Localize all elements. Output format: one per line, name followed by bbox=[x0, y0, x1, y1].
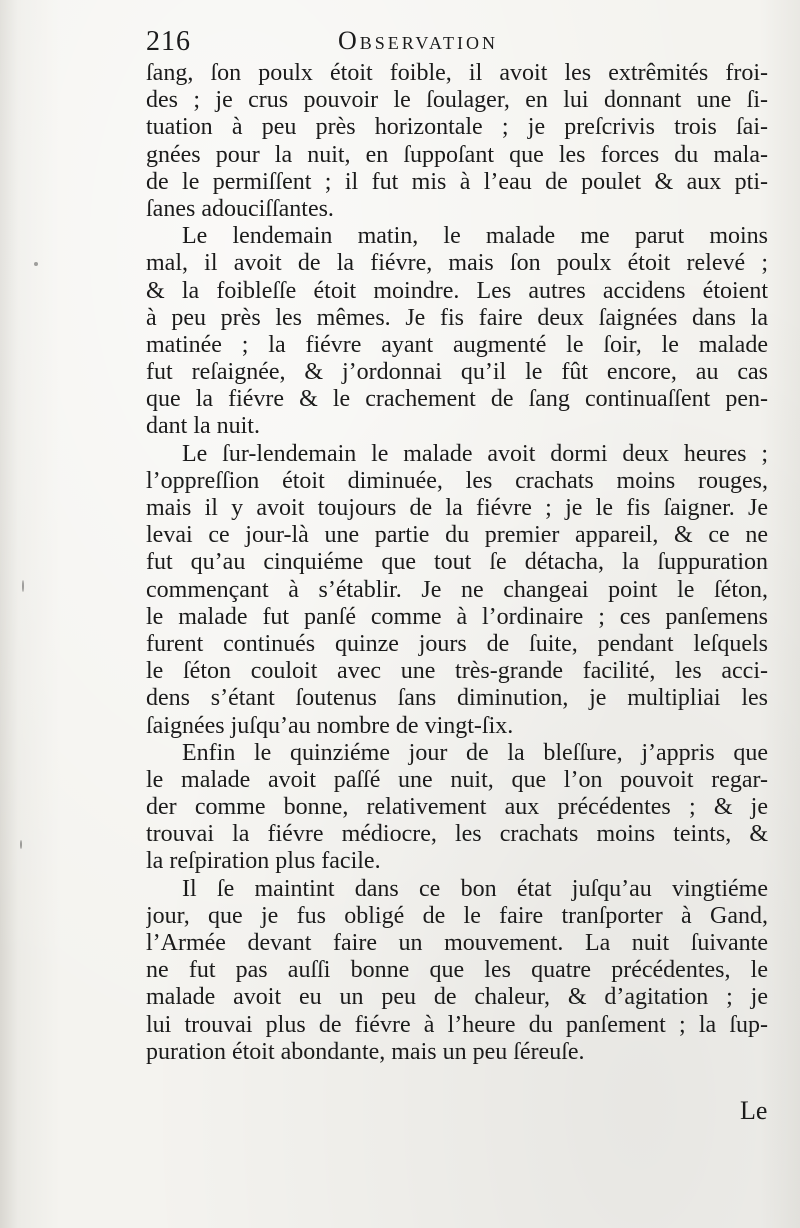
text-line: ſang, ſon poulx étoit foible, il avoit les extrêmités froi- bbox=[146, 60, 768, 86]
text-line: dant la nuit. bbox=[146, 413, 260, 440]
running-title: Observation bbox=[338, 26, 499, 55]
text-line: l’Armée devant faire un mouvement. La nuit ſuivante bbox=[146, 930, 768, 956]
text-line: Il ſe maintint dans ce bon état juſqu’au vingtiéme bbox=[182, 875, 768, 902]
text-line: puration étoit abondante, mais un peu ſéreuſe. bbox=[146, 1038, 585, 1065]
text-line: dens s’étant ſoutenus ſans diminution, je multipliai les bbox=[146, 685, 768, 712]
running-head bbox=[0, 24, 800, 64]
text-line: ſanes adouciſſantes. bbox=[146, 195, 334, 222]
text-line: que la fiévre & le crachement de ſang continuaſſent pen- bbox=[146, 386, 768, 413]
ink-speck bbox=[22, 580, 24, 592]
text-line: le malade avoit paſſé une nuit, que l’on pouvoit regar- bbox=[146, 766, 768, 793]
text-line: commençant à s’établir. Je ne changeai point le ſéton, bbox=[146, 576, 768, 603]
text-line: matinée ; la fiévre ayant augmenté le ſoir, le malade bbox=[146, 331, 768, 358]
text-line: le malade fut panſé comme à l’ordinaire ; ces panſemens bbox=[146, 603, 768, 630]
text-line: fut reſaignée, & j’ordonnai qu’il le fût encore, au cas bbox=[146, 359, 768, 386]
text-line: gnées pour la nuit, en ſuppoſant que les forces du mala- bbox=[146, 141, 768, 168]
text-line: tuation à peu près horizontale ; je preſcrivis trois ſai- bbox=[146, 114, 768, 141]
text-line: ſaignées juſqu’au nombre de vingt-ſix. bbox=[146, 712, 514, 739]
text-line: mais il y avoit toujours de la fiévre ; je le fis ſaigner. Je bbox=[146, 495, 768, 521]
text-line: mal, il avoit de la fiévre, mais ſon poulx étoit relevé ; bbox=[146, 250, 768, 277]
text-line: & la foibleſſe étoit moindre. Les autres accidens étoient bbox=[146, 277, 768, 304]
text-line: trouvai la fiévre médiocre, les crachats moins teints, & bbox=[146, 821, 768, 848]
body-text bbox=[146, 60, 768, 1066]
text-line: Le lendemain matin, le malade me parut moins bbox=[182, 223, 768, 250]
text-line: lui trouvai plus de fiévre à l’heure du panſement ; la ſup- bbox=[146, 1011, 768, 1038]
text-line: ne fut pas auſſi bonne que les quatre précédentes, le bbox=[146, 957, 768, 984]
text-line: l’oppreſſion étoit diminuée, les crachats moins rouges, bbox=[146, 467, 768, 494]
text-line: la reſpiration plus facile. bbox=[146, 848, 381, 875]
text-line: fut qu’au cinquiéme que tout ſe détacha, la ſuppuration bbox=[146, 549, 768, 576]
text-line: levai ce jour-là une partie du premier appareil, & ce ne bbox=[146, 522, 768, 549]
ink-speck bbox=[20, 840, 22, 849]
text-line: Enfin le quinziéme jour de la bleſſure, j’appris que bbox=[182, 739, 768, 766]
text-line: furent continués quinze jours de ſuite, pendant leſquels bbox=[146, 630, 768, 657]
text-line: le ſéton couloit avec une très-grande facilité, les acci- bbox=[146, 658, 768, 685]
catchword: Le bbox=[740, 1096, 768, 1125]
text-line: des ; je crus pouvoir le ſoulager, en lui donnant une ſi- bbox=[146, 87, 768, 114]
text-line: Le ſur-lendemain le malade avoit dormi deux heures ; bbox=[182, 440, 768, 467]
text-line: malade avoit eu un peu de chaleur, & d’agitation ; je bbox=[146, 984, 768, 1011]
ink-speck bbox=[34, 262, 38, 266]
page-number: 216 bbox=[146, 26, 191, 57]
text-line: der comme bonne, relativement aux précédentes ; & je bbox=[146, 794, 768, 821]
text-line: jour, que je fus obligé de le faire tranſporter à Gand, bbox=[146, 902, 768, 929]
text-line: de le permiſſent ; il fut mis à l’eau de poulet & aux pti- bbox=[146, 168, 768, 195]
text-line: à peu près les mêmes. Je fis faire deux ſaignées dans la bbox=[146, 304, 768, 331]
